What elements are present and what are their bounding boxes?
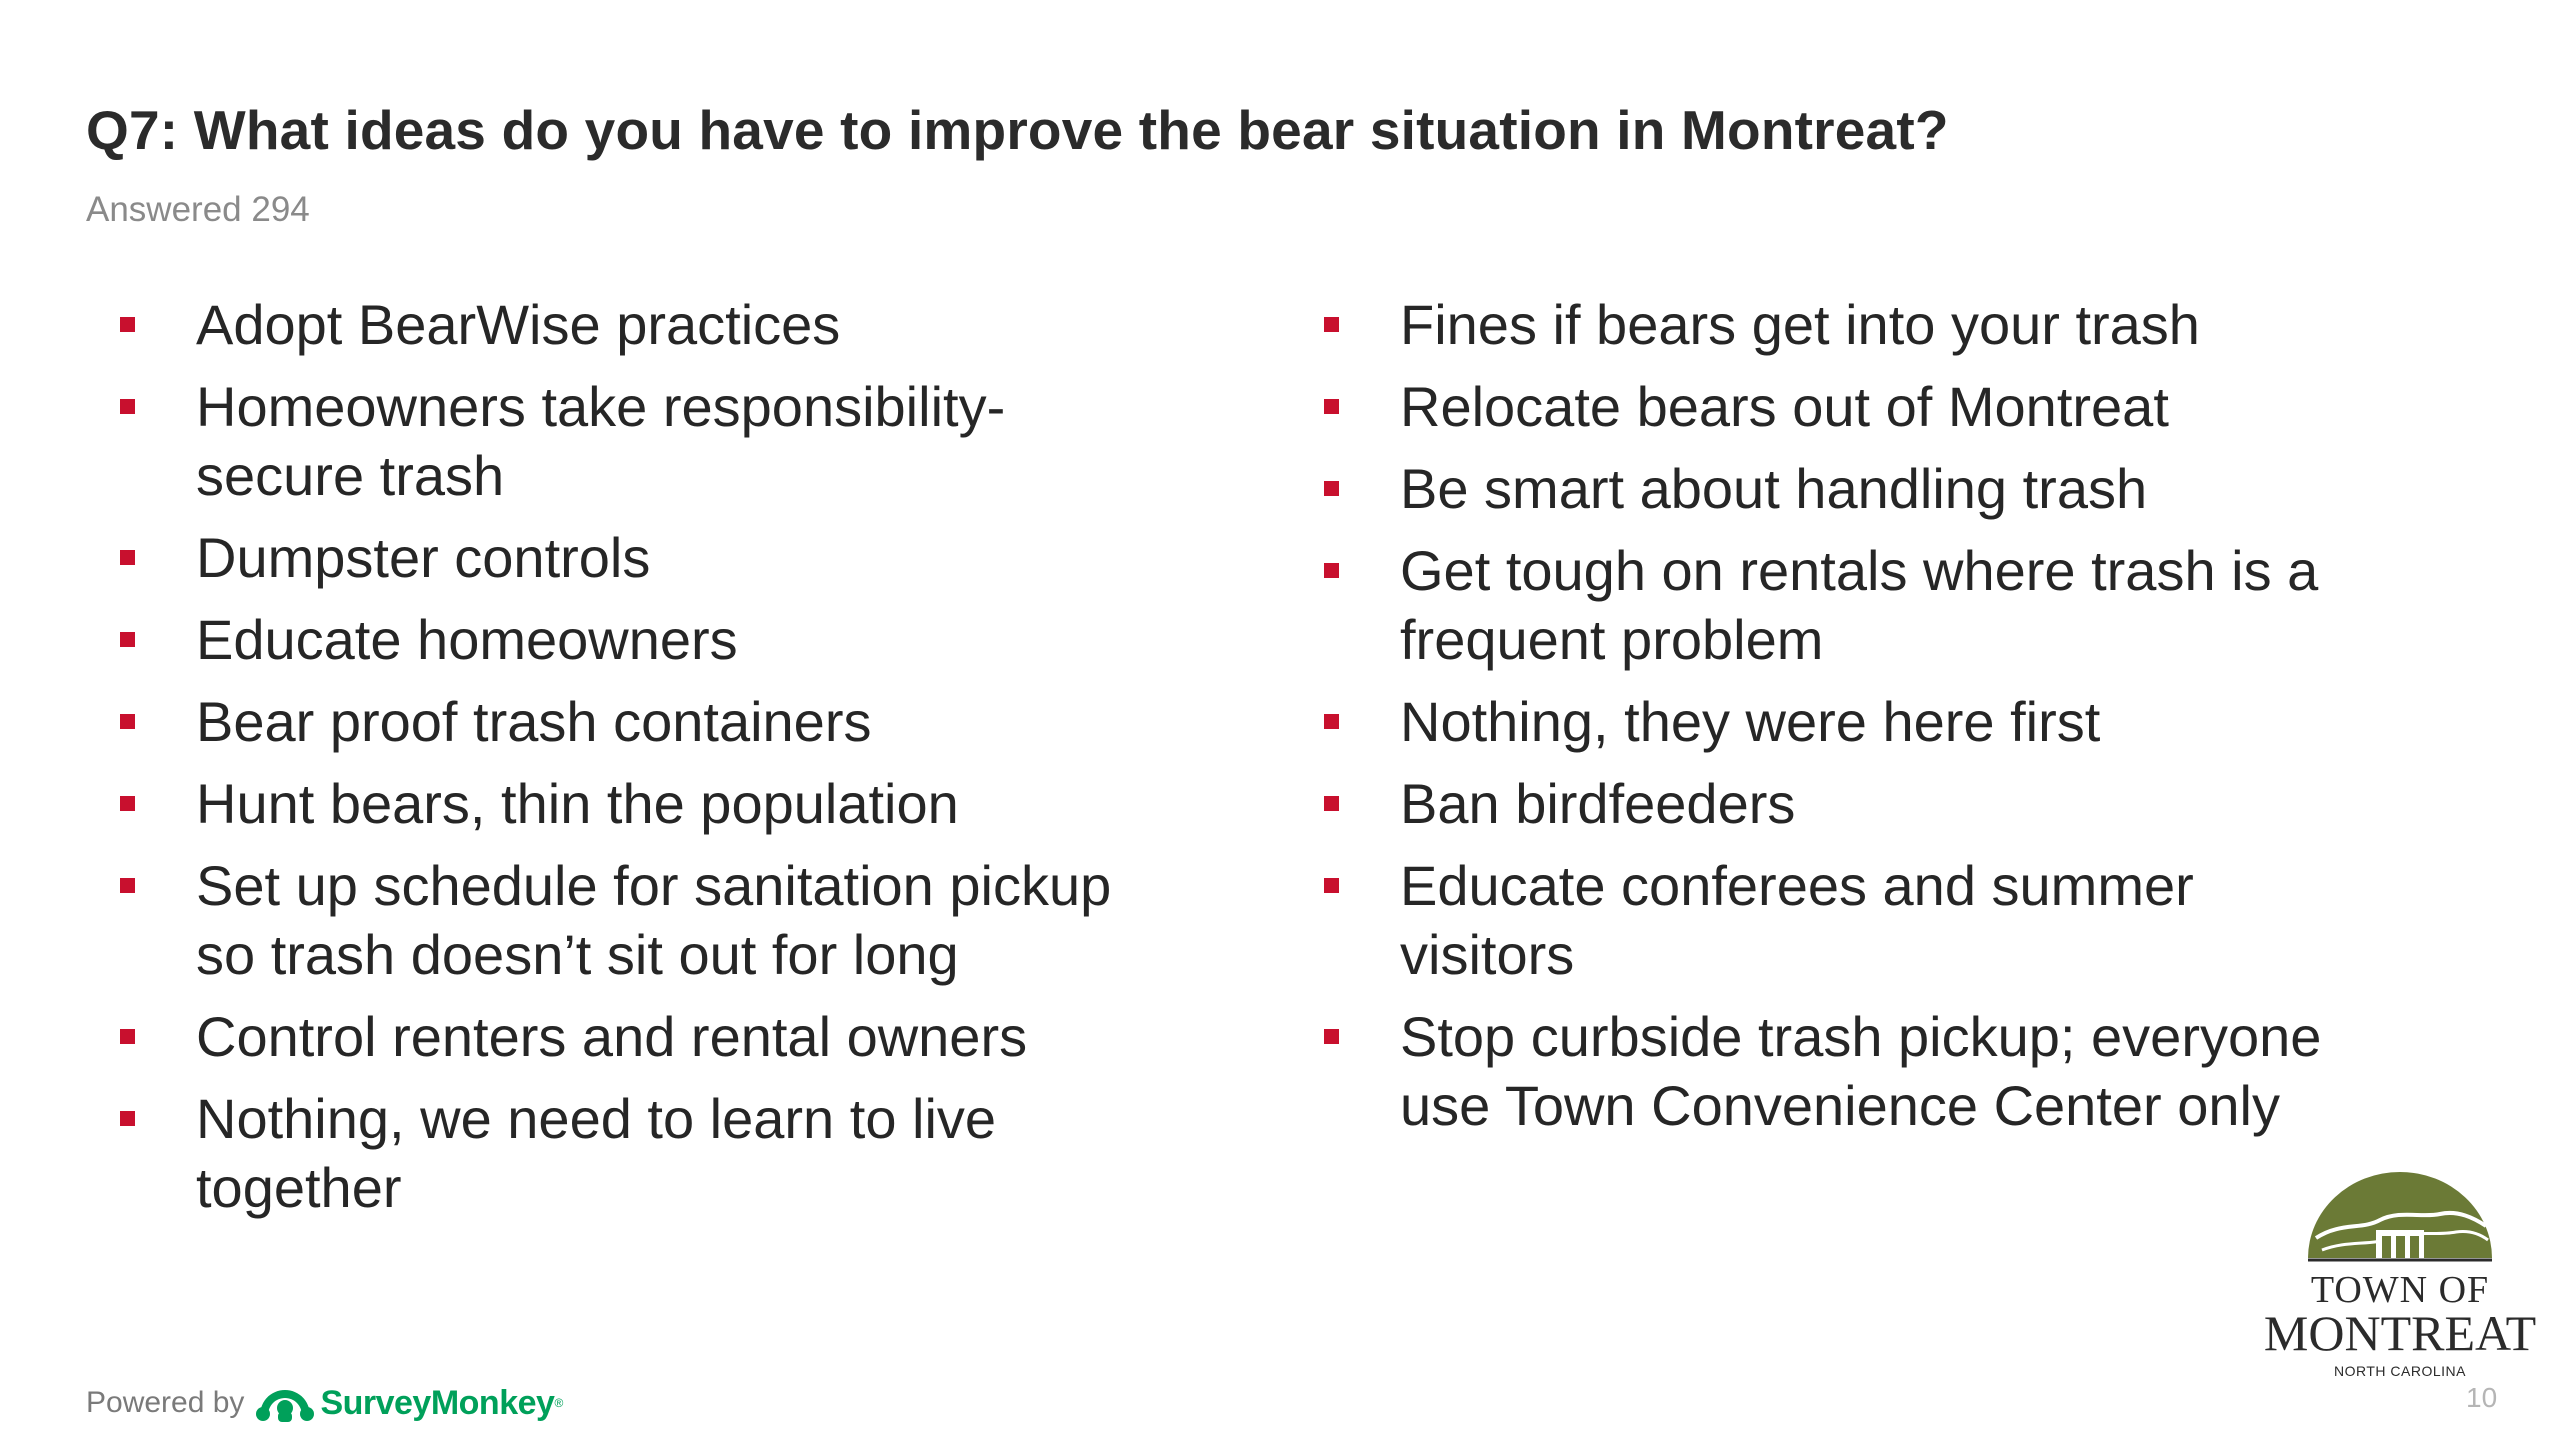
list-item [1400, 372, 2400, 441]
list-item-text: Dumpster controls [196, 526, 651, 589]
list-item [196, 687, 1256, 756]
page-number: 10 [2466, 1382, 2498, 1413]
question-title: Q7: What ideas do you have to improve the bear situation in Montreat? [86, 99, 1949, 161]
list-item [196, 290, 1256, 359]
list-item-text: Homeowners take responsibility- [196, 375, 1006, 438]
powered-by-footer [86, 1382, 563, 1424]
bullet-icon [120, 796, 135, 811]
list-item-text: visitors [1400, 923, 1575, 986]
list-item-text: Adopt BearWise practices [196, 293, 841, 356]
bullet-icon [120, 550, 135, 565]
bullet-icon [120, 1029, 135, 1044]
list-item-text: Hunt bears, thin the population [196, 772, 959, 835]
list-item-text: Fines if bears get into your trash [1400, 293, 2200, 356]
list-item-text: so trash doesn’t sit out for long [196, 923, 959, 986]
list-item [196, 1002, 1256, 1071]
bullet-icon [1324, 481, 1339, 496]
list-item-text: secure trash [196, 444, 505, 507]
registered-mark: ® [554, 1396, 564, 1410]
list-item-text: Be smart about handling trash [1400, 457, 2148, 520]
bullet-icon [1324, 878, 1339, 893]
list-item-text: Educate conferees and summer [1400, 854, 2194, 917]
ideas-list-left [196, 290, 1256, 1235]
list-item-text: Educate homeowners [196, 608, 738, 671]
list-item-text: Control renters and rental owners [196, 1005, 1028, 1068]
bullet-icon [1324, 399, 1339, 414]
bullet-icon [120, 878, 135, 893]
list-item-text: Bear proof trash containers [196, 690, 872, 753]
list-item-text: Ban birdfeeders [1400, 772, 1796, 835]
bullet-icon [1324, 563, 1339, 578]
list-item-text: Nothing, they were here first [1400, 690, 2101, 753]
logo-line-town-of: TOWN OF [2310, 1269, 2490, 1311]
list-item-text: use Town Convenience Center only [1400, 1074, 2280, 1137]
list-item-text: Get tough on rentals where trash is a [1400, 539, 2319, 602]
list-item [196, 1084, 1256, 1222]
bullet-icon [1324, 1029, 1339, 1044]
list-item [1400, 687, 2400, 756]
list-item [1400, 769, 2400, 838]
list-item [1400, 851, 2400, 989]
list-item [1400, 454, 2400, 523]
powered-by-label: Powered by [86, 1386, 245, 1419]
bullet-icon [1324, 317, 1339, 332]
bullet-icon [1324, 714, 1339, 729]
list-item [196, 851, 1256, 989]
list-item-text: Stop curbside trash pickup; everyone [1400, 1005, 2322, 1068]
surveymonkey-brand: SurveyMonkey [320, 1383, 555, 1422]
list-item-text: together [196, 1156, 402, 1219]
list-item [1400, 290, 2400, 359]
town-logo [2250, 1160, 2550, 1390]
list-item [1400, 1002, 2400, 1140]
answered-count: Answered 294 [86, 190, 310, 229]
bullet-icon [120, 317, 135, 332]
bullet-icon [1324, 796, 1339, 811]
bullet-icon [120, 632, 135, 647]
logo-line-montreat: MONTREAT [2263, 1305, 2537, 1361]
bullet-icon [120, 714, 135, 729]
list-item-text: Nothing, we need to learn to live [196, 1087, 997, 1150]
list-item [196, 523, 1256, 592]
bullet-icon [120, 1111, 135, 1126]
list-item-text: Set up schedule for sanitation pickup [196, 854, 1112, 917]
list-item [1400, 536, 2400, 674]
list-item-text: Relocate bears out of Montreat [1400, 375, 2169, 438]
ideas-list-right [1400, 290, 2400, 1153]
list-item [196, 769, 1256, 838]
list-item [196, 372, 1256, 510]
list-item [196, 605, 1256, 674]
logo-line-state: NORTH CAROLINA [2334, 1363, 2466, 1379]
list-item-text: frequent problem [1400, 608, 1824, 671]
surveymonkey-logo-icon [254, 1382, 316, 1424]
mountain-gate-icon [2250, 1160, 2550, 1270]
bullet-icon [120, 399, 135, 414]
